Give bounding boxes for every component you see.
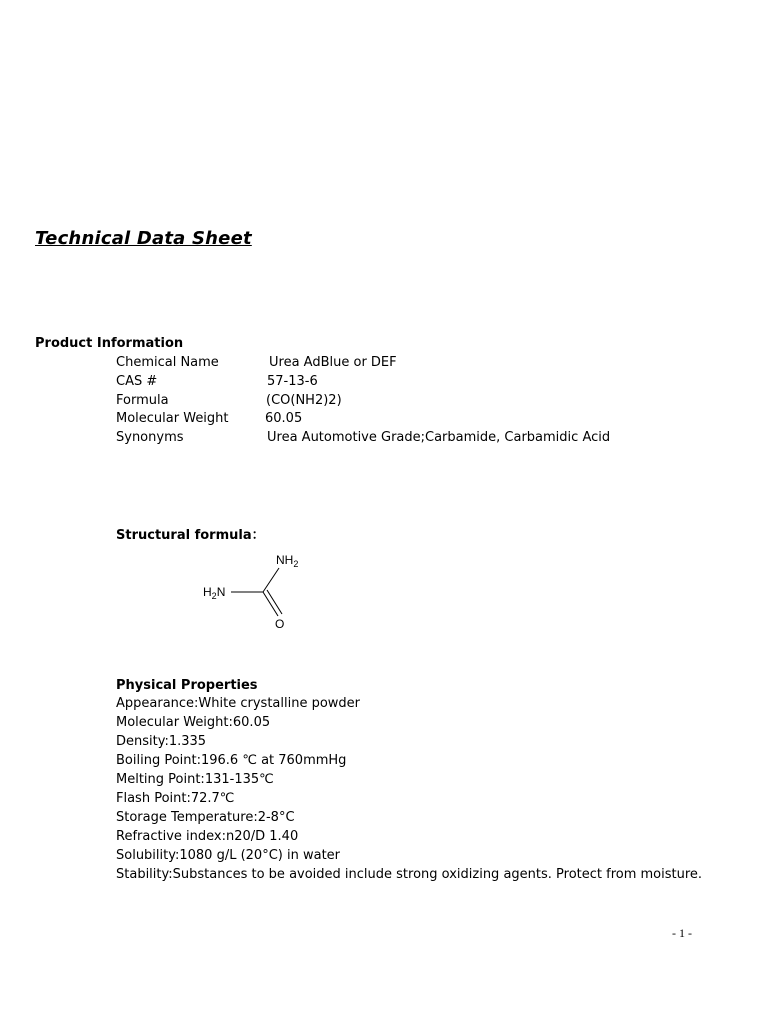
document-title: Technical Data Sheet	[35, 228, 252, 249]
product-row-label: CAS #	[116, 374, 158, 389]
property-flash-point: Flash Point:72.7℃	[116, 791, 235, 806]
structural-formula-heading: Structural formula：	[116, 528, 265, 543]
product-row-label: Formula	[116, 393, 169, 408]
property-storage-temperature: Storage Temperature:2-8°C	[116, 810, 295, 825]
product-row-chemical-name	[116, 353, 676, 372]
atom-o: O	[275, 617, 285, 631]
product-information-heading: Product Information	[35, 336, 184, 351]
urea-structural-formula	[195, 548, 315, 632]
product-row-label: Chemical Name	[116, 355, 219, 370]
physical-properties-heading: Physical Properties	[116, 678, 258, 693]
product-row-formula	[116, 391, 676, 410]
product-row-value: (CO(NH2)2)	[266, 393, 342, 408]
product-row-value: Urea AdBlue or DEF	[269, 355, 397, 370]
product-row-value: 57-13-6	[267, 374, 318, 389]
product-row-label: Molecular Weight	[116, 411, 229, 426]
page-number: - 1 -	[672, 926, 692, 940]
bond-c-n	[263, 568, 279, 592]
atom-nh2-top: $NH_2$	[276, 553, 299, 569]
property-density: Density:1.335	[116, 734, 207, 749]
property-appearance: Appearance:White crystalline powder	[116, 696, 361, 711]
property-stability: Stability:Substances to be avoided include strong oxidizing agents. Protect from moisture.	[116, 867, 703, 882]
atom-h2n-left: $H_2N$	[203, 585, 226, 601]
product-row-label: Synonyms	[116, 430, 184, 445]
product-row-value: Urea Automotive Grade;Carbamide, Carbamidic Acid	[267, 430, 611, 445]
product-row-synonyms	[116, 428, 716, 447]
property-boiling-point: Boiling Point:196.6 ℃ at 760mmHg	[116, 753, 347, 768]
product-row-molecular-weight	[116, 409, 676, 428]
property-refractive-index: Refractive index:n20/D 1.40	[116, 829, 299, 844]
property-melting-point: Melting Point:131-135℃	[116, 772, 274, 787]
product-row-value: 60.05	[265, 411, 303, 426]
property-solubility: Solubility:1080 g/L (20°C) in water	[116, 848, 341, 863]
property-molecular-weight: Molecular Weight:60.05	[116, 715, 271, 730]
product-row-cas	[116, 372, 676, 391]
